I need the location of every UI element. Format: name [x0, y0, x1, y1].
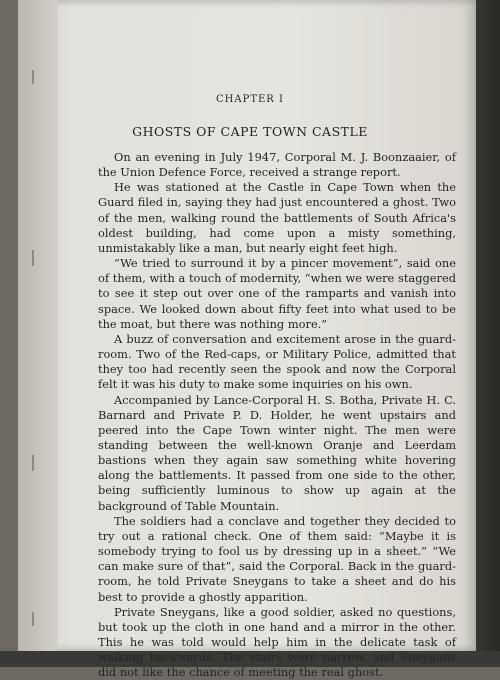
paragraph: “We tried to surround it by a pincer movement”, said one of them, with a touch of modernity, “when we were staggered to see it step out over one of the ramparts and vanish into space. We looked down about fifty feet into what used to be the moat, but there was nothing more.” — [98, 256, 456, 331]
binding-stitch — [32, 70, 34, 84]
paragraph: Accompanied by Lance-Corporal H. S. Botha, Private H. C. Barnard and Private P. D. Holder, he went upstairs and peered into the Cape Town winter night. The men were standing between the well-known Oranje and Leerdam bastions when they again saw something white hovering along the battlements. It passed from one side to the other, being sufficiently luminous to show up again at the background of Table Mountain. — [98, 392, 456, 513]
binding-stitch — [32, 612, 34, 626]
paragraph: He was stationed at the Castle in Cape Town when the Guard filed in, saying they had just encountered a ghost. Two of the men, walking round the battlements of South Africa's oldest building, had come upon a misty something, unmistakably like a man, but nearly eight feet high. — [98, 180, 456, 255]
paragraph: Private Sneygans, like a good soldier, asked no questions, but took up the cloth in one hand and a mirror in the other. This he was told would help him in the delicate task of walking backwards. The stairs were narrow, and Sneygans did not like the chance of meeting the real ghost. — [98, 604, 456, 680]
body-text — [98, 150, 456, 680]
paragraph: A buzz of conversation and excitement arose in the guard-room. Two of the Red-caps, or Military Police, admitted that they too had recently seen the spook and now the Corporal felt it was his duty to make some inquiries on his own. — [98, 331, 456, 392]
binding-stitch — [32, 455, 34, 471]
binding-stitch — [32, 250, 34, 266]
chapter-title: GHOSTS OF CAPE TOWN CASTLE — [132, 124, 368, 139]
paragraph: The soldiers had a conclave and together they decided to try out a rational check. One of them said: “Maybe it is somebody trying to fool us by dressing up in a sheet.” “We can make sure of that”, said the Corporal. Back in the guard-room, he told Private Sneygans to take a sheet and do his best to provide a ghostly apparition. — [98, 513, 456, 604]
paragraph: On an evening in July 1947, Corporal M. J. Boonzaaier, of the Union Defence Force, received a strange report. — [98, 150, 456, 180]
chapter-label: CHAPTER I — [216, 94, 284, 105]
